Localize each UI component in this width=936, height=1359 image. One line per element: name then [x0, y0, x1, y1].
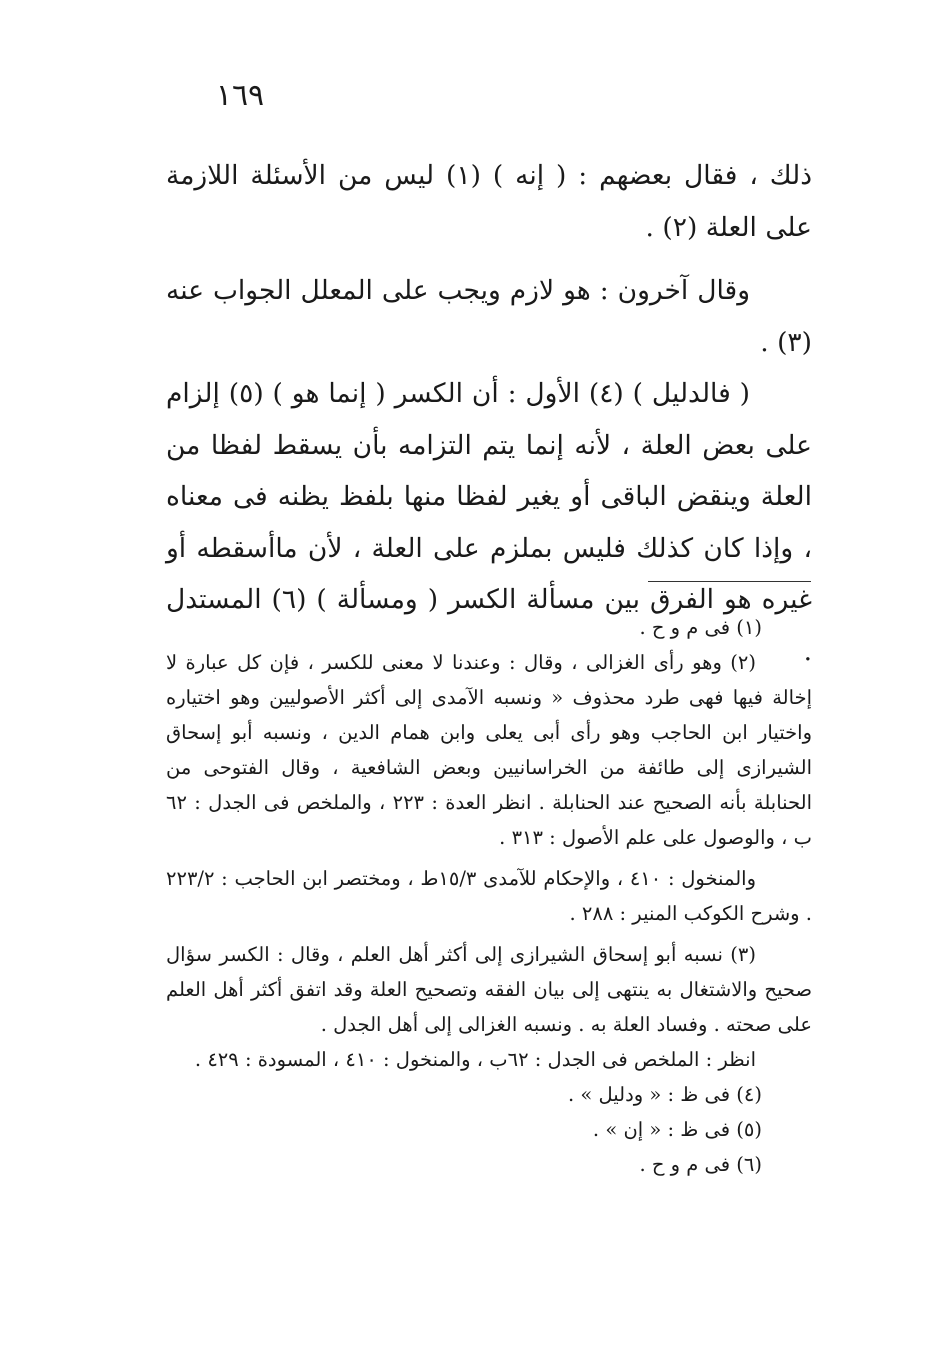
footnote: والمنخول : ٤١٠ ، والإحكام للآمدى ١٥/٣ط ، ومختصر ابن الحاجب : ٢٢٣/٢ . وشرح الكوكب المنير : ٢٨٨ .: [166, 867, 812, 925]
body-paragraph: وقال آخرون : هو لازم ويجب على المعلل الجواب عنه (٣) .: [166, 275, 812, 358]
footnote: (١) فى م و ح .: [639, 616, 762, 639]
page-number: ١٦٩: [215, 78, 265, 113]
footnote: (٣) نسبه أبو إسحاق الشيرازى إلى أكثر أهل العلم ، وقال : الكسر سؤال صحيح والاشتغال به ينتهى إلى بيان الفقه وتصحيح العلة وقد اتفق أكثر أهل العلم على صحته . وفساد العلة به . ونسبه الغزالى إلى أهل الجدل .: [166, 943, 812, 1036]
footnote: انظر : الملخص فى الجدل : ٦٢ب ، والمنخول : ٤١٠ ، المسودة : ٤٢٩ .: [194, 1048, 756, 1071]
footnote: (٢) وهو رأى الغزالى ، وقال : وعندنا لا معنى للكسر ، فإن كل عبارة لا إخالة فيها فهى طرد محذوف « ونسبه الآمدى إلى أكثر الأصوليين وهو اختياره واختيار ابن الحاجب وهو رأى أبى يعلى وابن همام الدين ، ونسبه أبو إسحاق الشيرازى إلى طائفة من الخراسانيين وبعض الشافعية ، وقال الفتوحى من الحنابلة بأنه الصحيح عند الحنابلة . انظر العدة : ٢٢٣ ، والملخص فى الجدل : ٦٢ ب ، والوصول على علم الأصول : ٣١٣ .: [166, 651, 812, 849]
footnote: (٦) فى م و ح .: [639, 1153, 762, 1176]
footnote: (٥) فى ظ : « إن » .: [592, 1118, 762, 1141]
footnote-separator: [648, 581, 811, 582]
body-paragraph: ذلك ، فقال بعضهم : ( إنه ) (١) ليس من الأسئلة اللازمة على العلة (٢) .: [166, 160, 812, 243]
body-paragraph: ( فالدليل ) (٤) الأول : أن الكسر ( إنما هو ) (٥) إلزام على بعض العلة ، لأنه إنما يتم التزامه بأن يسقط لفظا من العلة وينقض الباقى أو يغير لفظا منها بلفظ يظنه فى معناه ، وإذا كان كذلك فليس بملزم على العلة ، لأن ماأسقطه أو غيره هو الفرق بين مسألة الكسر ( ومسألة ) (٦) المستدل .: [166, 378, 812, 667]
footnotes: [166, 610, 812, 1182]
main-text: [166, 150, 812, 677]
footnote: (٤) فى ظ : « ودليل » .: [567, 1083, 762, 1106]
